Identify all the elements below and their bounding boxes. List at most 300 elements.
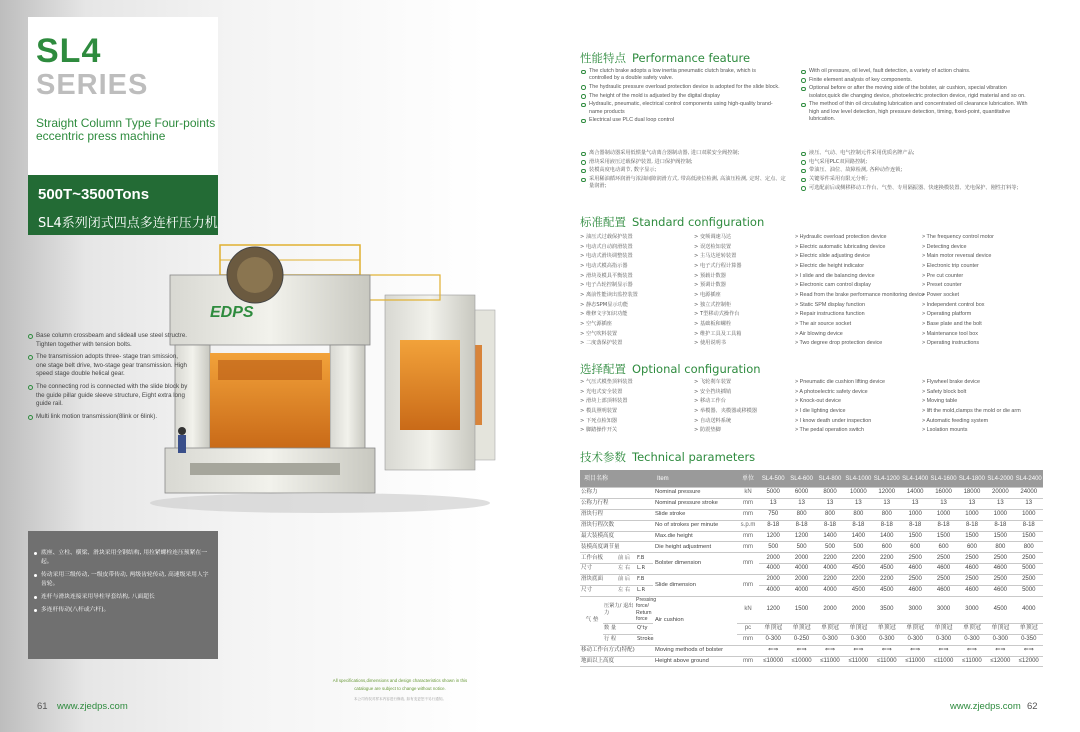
table-cell: ⇐⇒ bbox=[873, 645, 901, 656]
table-cell: ≤11000 bbox=[816, 656, 844, 667]
table-cell: 10000 bbox=[844, 488, 872, 499]
row-label-en: Nominal pressure bbox=[653, 488, 737, 499]
table-cell: 13 bbox=[873, 498, 901, 509]
standard-item: > Read from the brake performance monitoring device bbox=[795, 291, 925, 298]
performance-item: 可选配前后或侧移移动工作台、气垫、专用隔振器、快速换模装置、光电保护、刚性打料等; bbox=[800, 185, 1025, 192]
table-cell: ≤10000 bbox=[787, 656, 815, 667]
table-cell: 18000 bbox=[958, 488, 986, 499]
header-model: SL4-1000 bbox=[844, 470, 872, 488]
slide-unit: mm bbox=[737, 575, 759, 597]
table-row bbox=[580, 596, 1043, 623]
performance-item: The method of thin oil circulating lubrication and concentrated oil clearance lubrication. With high and low level detection, high pressure detection, timing, fixed-point, quantitative lubrication. bbox=[800, 101, 1035, 123]
table-cell: 13 bbox=[929, 498, 957, 509]
standard-item: > Preset counter bbox=[922, 282, 962, 289]
table-cell: 4600 bbox=[929, 586, 957, 597]
performance-item: 关键零件采用有限元分析; bbox=[800, 176, 1025, 183]
table-cell: 4600 bbox=[958, 564, 986, 575]
standard-item: > T型移动式操作台 bbox=[694, 311, 740, 318]
feature-cn-item: 传动采用三级传动, 一级皮带传动, 两级齿轮传动, 高速级采用人字齿轮。 bbox=[33, 571, 213, 589]
standard-item: > The air source socket bbox=[795, 320, 852, 327]
standard-item: > 电子式行程计算器 bbox=[694, 262, 742, 269]
optional-item: > Lsolation mounts bbox=[922, 427, 968, 434]
table-cell: 单顶冠 bbox=[873, 623, 901, 634]
table-cell: 单顶冠 bbox=[929, 623, 957, 634]
table-cell: ⇐⇒ bbox=[986, 645, 1014, 656]
table-cell: 1000 bbox=[901, 509, 929, 520]
table-cell: ≤10000 bbox=[759, 656, 787, 667]
table-cell: 1200 bbox=[759, 596, 787, 623]
table-cell: 4500 bbox=[844, 586, 872, 597]
table-cell: 8-18 bbox=[873, 520, 901, 531]
table-cell: 单顶冠 bbox=[958, 623, 986, 634]
table-row bbox=[580, 575, 1043, 586]
optional-col-3 bbox=[795, 378, 885, 436]
page-number-right: 62 bbox=[1027, 701, 1038, 712]
standard-item: > Base plate and the bolt bbox=[922, 320, 982, 327]
website-link-left[interactable]: www.zjedps.com bbox=[57, 701, 128, 712]
performance-cn-right bbox=[800, 150, 1025, 194]
bolster-label-en: Bolster dimension bbox=[653, 553, 737, 575]
table-cell: 2500 bbox=[958, 553, 986, 564]
table-cell: 0-300 bbox=[901, 634, 929, 645]
standard-item: > 空气源插座 bbox=[580, 320, 612, 327]
optional-item: > 移动工作台 bbox=[694, 398, 726, 405]
disclaimer-line-2: catalogue are subject to change without notice. bbox=[354, 686, 446, 691]
table-cell: 4000 bbox=[787, 586, 815, 597]
row-unit: mm bbox=[737, 509, 759, 520]
slide-lr: L.R bbox=[636, 586, 653, 597]
table-cell: 800 bbox=[873, 509, 901, 520]
table-cell: 1500 bbox=[901, 531, 929, 542]
header-model: SL4-500 bbox=[759, 470, 787, 488]
table-cell: 4000 bbox=[816, 586, 844, 597]
table-cell: 2500 bbox=[929, 575, 957, 586]
table-row bbox=[580, 634, 1043, 645]
header-item-cn: 项目名称 bbox=[580, 470, 653, 488]
table-cell: 单顶冠 bbox=[901, 623, 929, 634]
standard-title-cn: 标准配置 bbox=[580, 215, 626, 229]
header-model: SL4-800 bbox=[816, 470, 844, 488]
performance-item: Hydraulic, pneumatic, electrical control components using high-quality brand-name products bbox=[580, 101, 780, 115]
table-cell: 2200 bbox=[844, 575, 872, 586]
standard-item: > Air blowing device bbox=[795, 330, 843, 337]
table-cell: 1500 bbox=[929, 531, 957, 542]
table-cell: ≤11000 bbox=[929, 656, 957, 667]
table-cell: 2000 bbox=[787, 553, 815, 564]
table-cell: ⇐⇒ bbox=[816, 645, 844, 656]
optional-title-cn: 选择配置 bbox=[580, 362, 626, 376]
model-name-cn: SL4系列闭式四点多连杆压力机 bbox=[38, 216, 218, 231]
table-cell: ⇐⇒ bbox=[958, 645, 986, 656]
standard-item: > Operating instructions bbox=[922, 340, 980, 347]
standard-item: > 独立式控制柜 bbox=[694, 301, 732, 308]
table-cell: 24000 bbox=[1015, 488, 1043, 499]
table-cell: 2200 bbox=[816, 575, 844, 586]
disclaimer bbox=[300, 677, 500, 693]
row-unit: mm bbox=[737, 542, 759, 553]
optional-item: > Pneumatic die cushion lifting device bbox=[795, 379, 886, 385]
standard-item: > Electric die height indicator bbox=[795, 262, 865, 269]
table-cell: ≤11000 bbox=[844, 656, 872, 667]
standard-item: > Power socket bbox=[922, 291, 960, 298]
feature-en-item: The connecting rod is connected with the slide block by the guide pillar guide sleeve structure, Eight extra long guide rail. bbox=[28, 383, 188, 409]
standard-item: > Main motor reversal device bbox=[922, 253, 992, 260]
table-cell: 600 bbox=[958, 542, 986, 553]
row-label-cn: 公称力行程 bbox=[580, 498, 653, 509]
header-unit: 单位 bbox=[737, 470, 759, 488]
row-label-en: Nominal pressure stroke bbox=[653, 498, 737, 509]
header-model: SL4-1200 bbox=[873, 470, 901, 488]
standard-item: > 电动式滑块调整装置 bbox=[580, 253, 633, 260]
technical-parameters-table bbox=[580, 470, 1043, 667]
table-row bbox=[580, 564, 1043, 575]
table-cell: 600 bbox=[929, 542, 957, 553]
standard-item: > 离前性能读出监控装置 bbox=[580, 291, 638, 298]
table-row bbox=[580, 645, 1043, 656]
table-cell: 1400 bbox=[873, 531, 901, 542]
table-cell: 2000 bbox=[787, 575, 815, 586]
table-cell: 8-18 bbox=[929, 520, 957, 531]
optional-item: > 滑块上部顶料装置 bbox=[580, 398, 628, 405]
table-cell: 0-250 bbox=[787, 634, 815, 645]
optional-item: > 气压式模垫顶料装置 bbox=[580, 379, 633, 385]
row-unit: mm bbox=[737, 531, 759, 542]
cushion-stroke-en: Stroke bbox=[636, 634, 653, 645]
table-row bbox=[580, 520, 1043, 531]
features-cn-list bbox=[33, 549, 213, 619]
row-label-cn: 公称力 bbox=[580, 488, 653, 499]
table-cell: 8-18 bbox=[986, 520, 1014, 531]
row-unit: kN bbox=[737, 488, 759, 499]
cushion-qty-cn: 数 量 bbox=[603, 623, 636, 634]
performance-en-left bbox=[580, 68, 780, 126]
table-cell: 4000 bbox=[816, 564, 844, 575]
table-cell: 2500 bbox=[901, 575, 929, 586]
slide-label-cn: 滑块底面 bbox=[580, 575, 617, 586]
table-cell: 800 bbox=[986, 542, 1014, 553]
optional-item: > 光电式安全装置 bbox=[580, 388, 623, 395]
table-cell: 4600 bbox=[986, 586, 1014, 597]
table-cell: 8-18 bbox=[787, 520, 815, 531]
table-cell: 4600 bbox=[901, 586, 929, 597]
tonnage-range: 500T~3500Tons bbox=[38, 186, 150, 203]
row-unit: mm bbox=[737, 498, 759, 509]
table-row bbox=[580, 553, 1043, 564]
table-cell: 1200 bbox=[759, 531, 787, 542]
table-cell: 8-18 bbox=[759, 520, 787, 531]
standard-item: > Independent control box bbox=[922, 301, 985, 308]
row-unit: s.p.m bbox=[737, 520, 759, 531]
header-model: SL4-1600 bbox=[929, 470, 957, 488]
table-cell: 1400 bbox=[844, 531, 872, 542]
table-cell: 2500 bbox=[986, 553, 1014, 564]
technical-title-cn: 技术参数 bbox=[580, 450, 626, 464]
table-cell: 3000 bbox=[958, 596, 986, 623]
standard-item: > Electronic cam control display bbox=[795, 282, 871, 289]
table-row bbox=[580, 586, 1043, 597]
performance-item: Finite element analysis of key components. bbox=[800, 77, 1035, 84]
table-cell: ≤11000 bbox=[901, 656, 929, 667]
performance-item: The height of the mold is adjusted by the digital display bbox=[580, 93, 780, 100]
table-cell: ⇐⇒ bbox=[929, 645, 957, 656]
table-cell: 13 bbox=[759, 498, 787, 509]
performance-item: The hydraulic pressure overload protection device is adopted for the slide block. bbox=[580, 84, 780, 91]
table-cell: 4500 bbox=[986, 596, 1014, 623]
header-model: SL4-1800 bbox=[958, 470, 986, 488]
bolster-lr: L.R bbox=[636, 564, 653, 575]
table-cell: ≤11000 bbox=[958, 656, 986, 667]
table-cell: 2500 bbox=[958, 575, 986, 586]
optional-item: > 自动送料系统 bbox=[694, 417, 732, 424]
standard-item: > Detecting device bbox=[922, 243, 967, 250]
standard-item: > I slide and die balancing device bbox=[795, 272, 875, 279]
table-cell: 3000 bbox=[901, 596, 929, 623]
table-cell: 600 bbox=[873, 542, 901, 553]
row-label-cn: 最大装模高度 bbox=[580, 531, 653, 542]
performance-item: 装模高度电动调节, 数字显示; bbox=[580, 167, 790, 174]
row-label-cn: 装模高度调节量 bbox=[580, 542, 653, 553]
standard-item: > 静态SPM显示功能 bbox=[580, 301, 629, 308]
bolster-label-cn2: 尺寸 bbox=[580, 564, 617, 575]
table-cell: 5000 bbox=[1015, 586, 1043, 597]
table-row bbox=[580, 531, 1043, 542]
slide-label-cn2: 尺寸 bbox=[580, 586, 617, 597]
table-cell: 600 bbox=[901, 542, 929, 553]
standard-item: > 油压式过载保护装置 bbox=[580, 234, 633, 240]
standard-item: > Electronic trip counter bbox=[922, 262, 979, 269]
table-cell: ≤11000 bbox=[873, 656, 901, 667]
standard-item: > Repair instructions function bbox=[795, 311, 865, 318]
table-cell: 0-350 bbox=[1015, 634, 1043, 645]
table-cell: 2200 bbox=[873, 553, 901, 564]
optional-item: > Knock-out device bbox=[795, 398, 841, 405]
row-label-en: Moving methods of bolster bbox=[653, 645, 737, 656]
table-cell: 2000 bbox=[759, 553, 787, 564]
optional-item: > I die lighting device bbox=[795, 407, 846, 414]
technical-title-en: Technical parameters bbox=[632, 450, 756, 464]
table-cell: 8-18 bbox=[958, 520, 986, 531]
table-cell: 1000 bbox=[958, 509, 986, 520]
standard-item: > 电动式自动润滑装置 bbox=[580, 243, 633, 250]
table-cell: 800 bbox=[844, 509, 872, 520]
feature-en-item: Base column crossbeam and slideall use steel structre. Tighten together with tension bolts. bbox=[28, 332, 188, 349]
standard-item: > 电源插座 bbox=[694, 291, 721, 298]
performance-item: 滑块采用液压过载保护装置, 进口保护阀控制; bbox=[580, 159, 790, 166]
feature-cn-item: 底座、立柱、横梁、滑块采用全钢结构, 用拉紧螺栓连压预紧在一起。 bbox=[33, 549, 213, 567]
table-row bbox=[580, 488, 1043, 499]
header-model: SL4-2000 bbox=[986, 470, 1014, 488]
table-cell: 500 bbox=[787, 542, 815, 553]
machine-logo: EDPS bbox=[210, 304, 254, 321]
table-cell: ≤12000 bbox=[1015, 656, 1043, 667]
standard-item: > 电子凸轮控制显示器 bbox=[580, 282, 633, 289]
table-cell: 4000 bbox=[787, 564, 815, 575]
series-logo: SL4 bbox=[36, 32, 102, 70]
standard-item: > Pre cut counter bbox=[922, 272, 964, 279]
table-cell: 1000 bbox=[986, 509, 1014, 520]
slide-lr-cn: 左 右 bbox=[617, 586, 636, 597]
performance-item: The clutch brake adopts a low inertia pneumatic clutch brake, which is controlled by a double safety valve. bbox=[580, 68, 780, 82]
table-cell: 2500 bbox=[986, 575, 1014, 586]
standard-item: > 滑块及模具平衡装置 bbox=[580, 272, 633, 279]
table-cell: 4600 bbox=[901, 564, 929, 575]
table-cell: 1500 bbox=[1015, 531, 1043, 542]
table-cell: ⇐⇒ bbox=[901, 645, 929, 656]
table-cell: 3000 bbox=[929, 596, 957, 623]
table-cell: 8-18 bbox=[1015, 520, 1043, 531]
table-header-row bbox=[580, 470, 1043, 488]
optional-col-4 bbox=[922, 378, 1021, 436]
performance-cn-left bbox=[580, 150, 790, 192]
table-cell: 4000 bbox=[1015, 596, 1043, 623]
table-cell: 5000 bbox=[759, 488, 787, 499]
table-cell: ⇐⇒ bbox=[844, 645, 872, 656]
performance-item: 采用稀油循环润滑与浓油间隙润滑方式, 带高低液位检测, 高油压检测, 定时、定点、定量润滑; bbox=[580, 176, 790, 190]
optional-item: > I know death under inspection bbox=[795, 417, 872, 424]
bolster-lr-cn: 左 右 bbox=[617, 564, 636, 575]
performance-item: With oil pressure, oil level, fault detection, a variety of action chains. bbox=[800, 68, 1035, 75]
optional-item: > 安全挡块插销 bbox=[694, 388, 732, 395]
technical-title bbox=[580, 449, 755, 465]
table-cell: ≤12000 bbox=[986, 656, 1014, 667]
cushion-stroke-unit: mm bbox=[737, 634, 759, 645]
table-cell: 1200 bbox=[787, 531, 815, 542]
optional-item: > Moving table bbox=[922, 398, 958, 405]
slide-label-en: Slide dimension bbox=[653, 575, 737, 597]
table-cell: 1400 bbox=[816, 531, 844, 542]
performance-item: 液压、气动、电气控制元件采用优质名牌产品; bbox=[800, 150, 1025, 157]
standard-item: > Two degree drop protection device bbox=[795, 340, 883, 347]
table-cell: 20000 bbox=[986, 488, 1014, 499]
table-cell: ⇐⇒ bbox=[787, 645, 815, 656]
table-cell: 0-300 bbox=[958, 634, 986, 645]
table-cell: 14000 bbox=[901, 488, 929, 499]
feature-cn-item: 连杆与滑块连接采用导柱导套结构, 八面超长 bbox=[33, 593, 213, 602]
table-cell: 8-18 bbox=[844, 520, 872, 531]
table-cell: 1500 bbox=[787, 596, 815, 623]
standard-item: > 空气吹料装置 bbox=[580, 330, 618, 337]
table-cell: 2500 bbox=[929, 553, 957, 564]
table-cell: 800 bbox=[787, 509, 815, 520]
table-cell: 4600 bbox=[958, 586, 986, 597]
optional-item: > 防震垫脚 bbox=[694, 427, 721, 434]
website-link-right[interactable]: www.zjedps.com bbox=[950, 701, 1021, 712]
performance-title-en: Performance feature bbox=[632, 51, 751, 65]
row-label-cn: 地面以上高度 bbox=[580, 656, 653, 667]
standard-item: > Maintenance tool box bbox=[922, 330, 978, 337]
features-en-list bbox=[28, 332, 188, 425]
cushion-qty-unit: pc bbox=[737, 623, 759, 634]
optional-item: > 下死点检知器 bbox=[580, 417, 618, 424]
table-cell: 4000 bbox=[759, 586, 787, 597]
table-cell: 800 bbox=[1015, 542, 1043, 553]
optional-item: > 飞轮刹车装置 bbox=[694, 379, 732, 385]
table-cell: 3500 bbox=[873, 596, 901, 623]
optional-col-1 bbox=[580, 378, 633, 436]
optional-title bbox=[580, 361, 761, 377]
feature-en-item: The transmission adopts three- stage tran smission, one stage belt drive, two-stage gear transmission. High speed stage double helical gear. bbox=[28, 353, 188, 379]
table-cell: 13 bbox=[986, 498, 1014, 509]
header-item-en: Item bbox=[653, 470, 737, 488]
table-cell: 2000 bbox=[759, 575, 787, 586]
row-label-en: Max.die height bbox=[653, 531, 737, 542]
disclaimer-line-1: All specifications,dimensions and design characteristics shown in this bbox=[332, 678, 468, 683]
standard-item: > Operating platform bbox=[922, 311, 972, 318]
standard-item: > 电动式模高指示器 bbox=[580, 262, 628, 269]
standard-item: > Electric slide adjusting device bbox=[795, 253, 871, 260]
table-cell: 0-300 bbox=[986, 634, 1014, 645]
product-subtitle: Straight Column Type Four-points eccentric press machine bbox=[36, 116, 216, 143]
optional-item: > A photoelectric safety device bbox=[795, 388, 868, 395]
table-row bbox=[580, 509, 1043, 520]
standard-item: > 维护工具及工具箱 bbox=[694, 330, 742, 337]
row-unit bbox=[737, 645, 759, 656]
table-cell: 1500 bbox=[958, 531, 986, 542]
table-cell: 1000 bbox=[1015, 509, 1043, 520]
bolster-fb: F.B bbox=[636, 553, 653, 564]
table-cell: 单顶冠 bbox=[844, 623, 872, 634]
header-model: SL4-1400 bbox=[901, 470, 929, 488]
performance-item: Electrical use PLC dual loop control bbox=[580, 117, 780, 124]
table-row bbox=[580, 623, 1043, 634]
feature-en-item: Multi link motion transmission(8link or 6link). bbox=[28, 413, 188, 422]
table-cell: 单顶冠 bbox=[759, 623, 787, 634]
table-cell: 1000 bbox=[929, 509, 957, 520]
table-cell: 4000 bbox=[759, 564, 787, 575]
cushion-label-cn: 气 垫 bbox=[580, 596, 603, 645]
standard-item: > Electric automatic lubricating device bbox=[795, 243, 886, 250]
table-cell: 2500 bbox=[1015, 553, 1043, 564]
cushion-stroke-cn: 行 程 bbox=[603, 634, 636, 645]
press-machine-illustration bbox=[160, 235, 520, 520]
table-cell: 13 bbox=[787, 498, 815, 509]
bolster-fb-cn: 前 后 bbox=[617, 553, 636, 564]
standard-item: > 变频调速马达 bbox=[694, 234, 732, 240]
bolster-unit: mm bbox=[737, 553, 759, 575]
header-model: SL4-2400 bbox=[1015, 470, 1043, 488]
table-cell: 500 bbox=[816, 542, 844, 553]
cushion-qty-en: Q'ty bbox=[636, 623, 653, 634]
row-label-cn: 移动工作台方式(特配) bbox=[580, 645, 653, 656]
standard-col-4 bbox=[922, 233, 994, 349]
table-cell: ⇐⇒ bbox=[1015, 645, 1043, 656]
standard-item: > The frequency control motor bbox=[922, 234, 994, 240]
table-cell: 单顶冠 bbox=[1015, 623, 1043, 634]
optional-item: > 模具照明装置 bbox=[580, 407, 618, 414]
row-label-en: No of strokes per minute bbox=[653, 520, 737, 531]
table-cell: 4500 bbox=[873, 586, 901, 597]
table-cell: 800 bbox=[816, 509, 844, 520]
bolster-label-cn: 工作台板 bbox=[580, 553, 617, 564]
standard-item: > 使用说明书 bbox=[694, 340, 726, 347]
table-cell: 0-300 bbox=[816, 634, 844, 645]
standard-item: > 维修文字知识功能 bbox=[580, 311, 628, 318]
table-cell: 500 bbox=[844, 542, 872, 553]
table-cell: 2500 bbox=[1015, 575, 1043, 586]
performance-en-right bbox=[800, 68, 1035, 124]
standard-item: > 主马达逆转装置 bbox=[694, 253, 737, 260]
table-row bbox=[580, 656, 1043, 667]
table-cell: 单顶冠 bbox=[787, 623, 815, 634]
slide-fb: F.B bbox=[636, 575, 653, 586]
performance-title bbox=[580, 50, 750, 66]
table-cell: 2000 bbox=[816, 596, 844, 623]
performance-item: Optional before or after the moving side of the bolster, air cushion, special vibration isolator,quick die changing device, photoelectric protection device, rigid material and so on. bbox=[800, 85, 1035, 99]
table-cell: 0-300 bbox=[929, 634, 957, 645]
table-cell: 12000 bbox=[873, 488, 901, 499]
table-cell: 750 bbox=[759, 509, 787, 520]
table-cell: 2200 bbox=[844, 553, 872, 564]
